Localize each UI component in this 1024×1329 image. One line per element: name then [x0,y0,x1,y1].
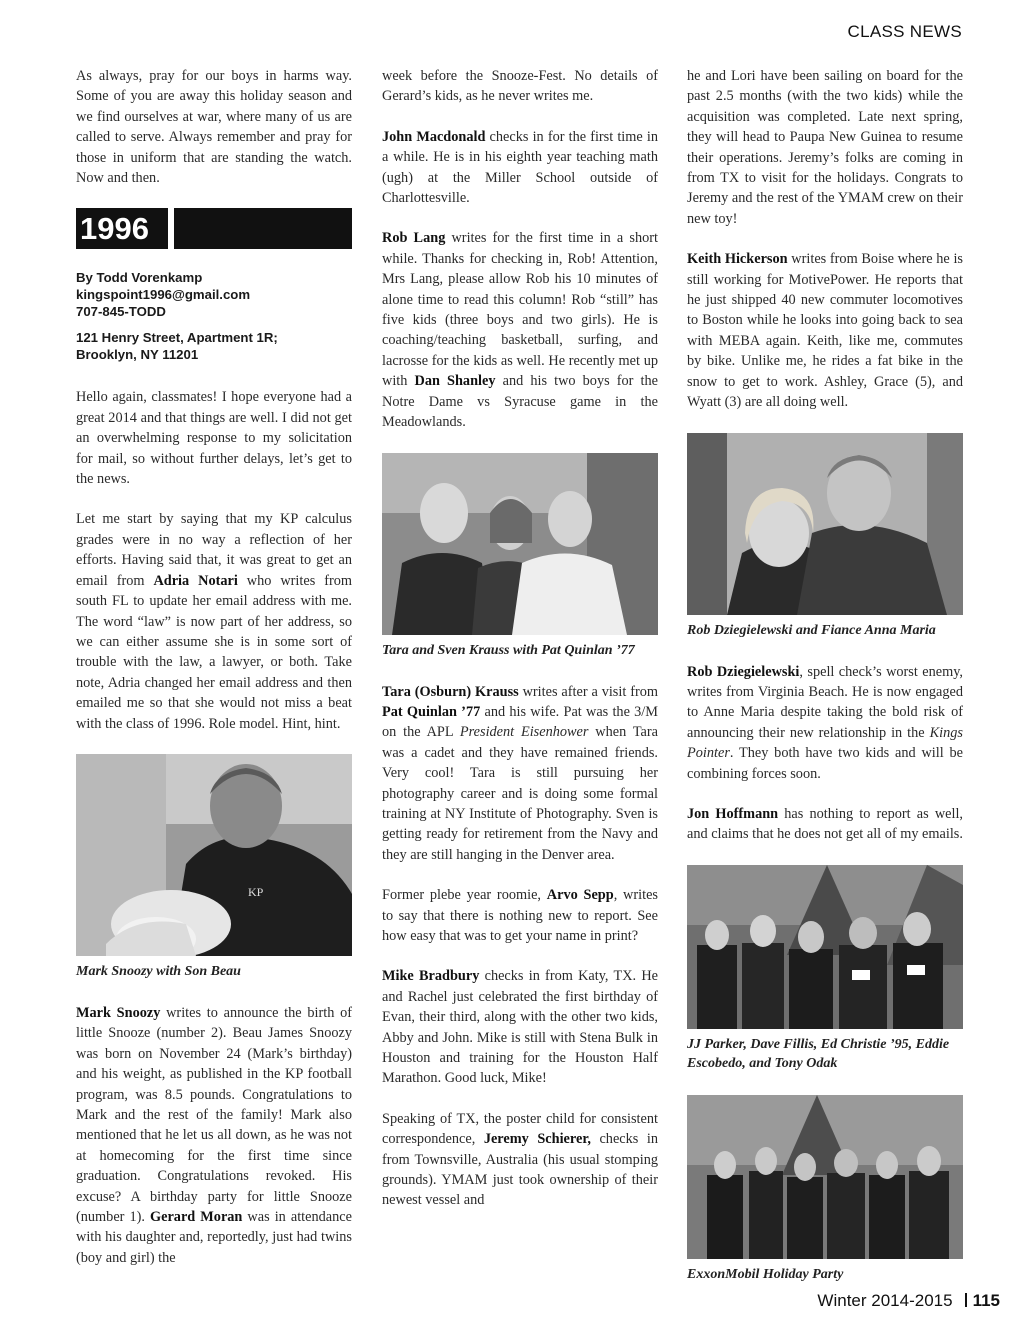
adria-paragraph [76,509,352,733]
photo-caption: JJ Parker, Dave Fillis, Ed Christie ’95, Eddie Escobedo, and Tony Odak [687,1036,950,1071]
photo-image [687,433,963,615]
column-3 [687,66,963,1306]
person-name: Mark Snoozy [76,1004,161,1021]
banner-bar [174,208,352,249]
text-run: checks in for the first time in a while. He is in his eighth year teaching math (ugh) at the Miller School outside of Charlottesville. [382,128,658,207]
dziegielewski-paragraph [687,662,963,784]
text-run: Former plebe year roomie, [382,887,547,904]
hoffmann-paragraph [687,804,963,845]
text-run: . They both have two kids and will be combining forces soon. [687,745,963,782]
byline-email[interactable]: kingspoint1996@gmail.com [76,287,251,303]
person-name: Keith Hickerson [687,251,788,268]
text-run: , spell check’s worst enemy, writes from Virginia Beach. He is now engaged to Anne Maria despite taking the bold risk of announcing their new relationship in the [687,663,963,741]
text-run: checks in from Katy, TX. He and Rachel just celebrated the first birthday of Evan, their third, along with the other two kids, Abby and John. Mike is still with Stena Bulk in Houston and training for the Houston Half Marathon. Good luck, Mike! [382,968,658,1087]
macdonald-paragraph [382,127,658,209]
schierer-paragraph [382,1109,658,1211]
footer-divider [965,1293,967,1307]
page-footer [817,1291,1000,1311]
text-run: when Tara was a cadet and they have remained friends. Very cool! Tara is still pursuing her photography career and is doing some formal training at NY Institute of Photography. Sven is getting ready for retirement from the Navy and they are still hanging in the Denver area. [382,724,659,863]
section-title: CLASS NEWS [847,22,962,41]
class-year: 1996 [76,208,168,249]
person-name: Jeremy Schierer, [483,1131,591,1148]
photo-mark-snoozy [76,754,352,956]
text-run: writes from Boise where he is still working for MotivePower. He reports that he just shipped 40 new commuter locomotives to Boston while he looks into going back to sea with MEBA again. Keith, like me, commutes by bike. Unlike me, he rides a fat bike in the snow to get to work. Ashley, Grace (5), and Wyatt (3) are all doing well. [687,251,963,411]
text-run: has nothing to report as well, and claims that he does not get all of my emails. [687,805,964,843]
photo-dziegielewski [687,433,963,615]
text-run: was in attendance with his daughter and, reportedly, just had twins (boy and girl) the [76,1209,352,1266]
person-name: Rob Lang [382,230,446,247]
text-run: and his two boys for the Notre Dame vs Syracuse game in the Meadowlands. [382,373,658,431]
lang-paragraph [382,228,658,432]
bradbury-paragraph [382,966,658,1088]
person-name: Dan Shanley [414,373,496,390]
photo-krauss [382,453,658,635]
address-line-2: Brooklyn, NY 11201 [76,347,199,363]
krauss-paragraph [382,682,658,866]
text-run: Let me start by saying that my KP calculus grades were in no way a reflection of her efforts. Having said that, it was great to get an email from [76,511,352,589]
text-run: who writes from south FL to update her email address with me. The word “law” is now part of her address, so we can either assume she is in some sort of trouble with the law, a lawyer, or both. Take note, Adria changed her email address and then emailed me so that she would not miss a beat with the class of 1996. Role model. Hint, hint. [76,572,352,732]
photo-caption: Tara and Sven Krauss with Pat Quinlan ’77 [382,642,635,658]
intro-paragraph: As always, pray for our boys in harms way. Some of you are away this holiday season and we find ourselves at war, where many of us are called to serve. Always remember and pray for those in uniform that are standing the watch. Now and then. [76,68,352,187]
sepp-paragraph [382,885,658,946]
column-1 [76,66,352,1288]
byline-author: By Todd Vorenkamp [76,270,203,286]
continued-paragraph: week before the Snooze-Fest. No details of Gerard’s kids, as he never writes me. [382,68,658,105]
person-name: Jon Hoffmann [687,805,779,822]
column-2 [382,66,658,1231]
byline [76,269,352,320]
text-run: Speaking of TX, the poster child for consistent correspondence, [382,1110,658,1148]
hickerson-paragraph [687,249,963,412]
ship-name: President Eisenhower [459,724,589,741]
person-name: Rob Dziegielewski [687,663,800,680]
byline-phone: 707-845-TODD [76,304,166,320]
text-run: checks in from Townsville, Australia (his usual stomping grounds). YMAM just took ownership of their newest vessel and [382,1131,659,1209]
text-run: writes after a visit from [518,683,658,700]
address-line-1: 121 Henry Street, Apartment 1R; [76,330,278,346]
photo-caption: Rob Dziegielewski and Fiance Anna Maria [687,622,936,638]
photo-image [687,1095,963,1259]
continued-paragraph: he and Lori have been sailing on board for the past 2.5 months (with the two kids) while the acquisition was completed. Late next spring, they will head to Paupa New Guinea to resume their operations. Jeremy’s folks are coming in from TX to visit for the holidays. Congrats to Jeremy and the rest of the YMAM crew on their new toy! [687,68,963,227]
person-name: Mike Bradbury [382,968,480,985]
photo-image [76,754,352,956]
byline-address [76,329,352,363]
photo-caption: ExxonMobil Holiday Party [687,1266,844,1282]
photo-image [687,865,963,1029]
text-run: and his wife. Pat was the 3/M on the APL [382,703,658,741]
greeting-paragraph: Hello again, classmates! I hope everyone had a great 2014 and that things are well. I did not get an overwhelming response to my solicitation for mail, so without further delays, let’s get to the news. [76,389,352,488]
class-year-banner [76,208,352,249]
photo-image [382,453,658,635]
person-name: Tara (Osburn) Krauss [382,683,519,700]
text-run: , writes to say that there is nothing new to report. See how easy that was to get your name in print? [382,887,658,944]
photo-caption: Mark Snoozy with Son Beau [76,963,241,979]
text-run: writes for the first time in a short while. Thanks for checking in, Rob! Attention, Mrs Lang, please allow Rob his 10 minutes of alone time to read this column! Rob “still” has five kids (three boys and two girls). He is coaching/teaching basketball, surfing, and lacrosse for the kids as well. He recently met up with [382,230,658,390]
person-name: Adria Notari [153,572,238,589]
text-run: writes to announce the birth of little Snooze (number 2). Beau James Snoozy was born on November 24 (Mark’s birthday) and his weight, as published in the KP football program, was 8.5 pounds. Congratulations to Mark and the rest of the family! Mark also mentioned that he let us all down, as he was not at homecoming for the first time since graduation. Congratulations revoked. His excuse? A birthday party for little Snooze (number 1). [76,1004,352,1225]
person-name: Gerard Moran [150,1209,243,1225]
person-name: Arvo Sepp [546,887,614,904]
snoozy-paragraph [76,1003,352,1268]
photo-group-2 [687,1095,963,1259]
photo-group-1 [687,865,963,1029]
issue-label: Winter 2014-2015 [817,1291,953,1310]
svg-text:KP: KP [248,884,264,899]
page-number: 115 [972,1291,1000,1310]
person-name: Pat Quinlan ’77 [382,703,481,720]
person-name: John Macdonald [382,128,486,145]
magazine-name: Kings Pointer [687,724,963,762]
